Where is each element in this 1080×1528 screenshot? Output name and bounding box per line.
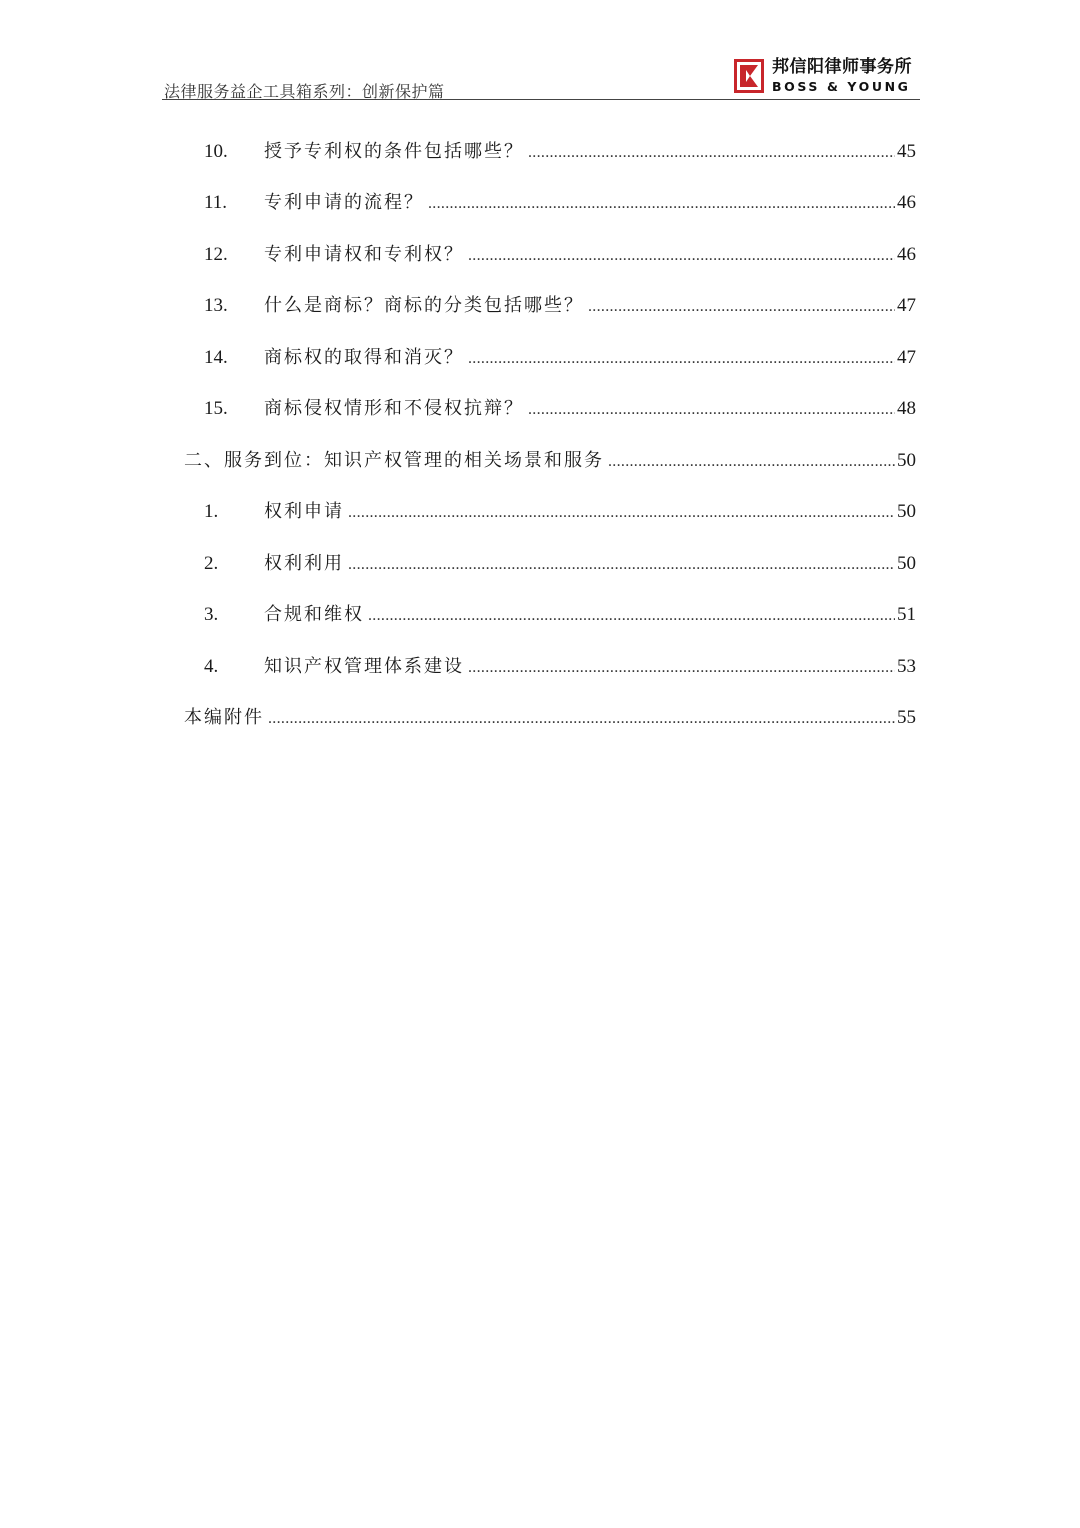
- toc-leader-dots: [268, 705, 895, 733]
- toc-section-entry[interactable]: [184, 704, 916, 732]
- toc-section-entry[interactable]: [184, 447, 916, 475]
- toc-entry-number: 1.: [204, 501, 219, 522]
- toc-entry-page: 45: [897, 141, 916, 162]
- toc-entry[interactable]: [204, 550, 916, 578]
- toc-entry-page: 50: [897, 450, 916, 471]
- toc-entry-page: 53: [897, 656, 916, 677]
- toc-entry-page: 48: [897, 398, 916, 419]
- toc-entry-page: 55: [897, 707, 916, 728]
- toc-entry-title: 授予专利权的条件包括哪些？: [264, 141, 524, 162]
- toc-entry[interactable]: [204, 344, 916, 372]
- toc-leader-dots: [588, 293, 895, 321]
- toc-entry-title: 知识产权管理体系建设: [264, 656, 464, 677]
- toc-leader-dots: [468, 242, 895, 270]
- toc-leader-dots: [468, 345, 895, 373]
- toc-entry-page: 47: [897, 295, 916, 316]
- toc-entry-number: 12.: [204, 244, 228, 265]
- header-divider: [162, 99, 920, 100]
- toc-entry-title: 权利利用: [264, 553, 344, 574]
- toc-entry[interactable]: [204, 292, 916, 320]
- toc-entry-title: 专利申请的流程？: [264, 192, 424, 213]
- toc-leader-dots: [348, 551, 895, 579]
- header-title: 法律服务益企工具箱系列：创新保护篇: [164, 82, 445, 101]
- toc-entry-title: 二、服务到位：知识产权管理的相关场景和服务: [184, 450, 604, 471]
- toc-entry-number: 10.: [204, 141, 228, 162]
- toc-entry-page: 51: [897, 604, 916, 625]
- toc-leader-dots: [428, 190, 895, 218]
- toc-entry-title: 商标侵权情形和不侵权抗辩？: [264, 398, 524, 419]
- toc-entry-title: 本编附件: [184, 707, 264, 728]
- toc-entry-page: 47: [897, 347, 916, 368]
- firm-name-en: BOSS & YOUNG: [772, 79, 911, 94]
- toc-entry-number: 15.: [204, 398, 228, 419]
- toc-entry-number: 13.: [204, 295, 228, 316]
- toc-leader-dots: [528, 139, 895, 167]
- toc-entry[interactable]: [204, 241, 916, 269]
- toc-entry[interactable]: [204, 138, 916, 166]
- toc-entry-number: 14.: [204, 347, 228, 368]
- toc-leader-dots: [468, 654, 895, 682]
- toc-entry-title: 什么是商标？商标的分类包括哪些？: [264, 295, 584, 316]
- toc-entry-title: 专利申请权和专利权？: [264, 244, 464, 265]
- toc-entry-number: 4.: [204, 656, 219, 677]
- toc-entry-page: 50: [897, 553, 916, 574]
- toc-leader-dots: [528, 396, 895, 424]
- toc-leader-dots: [368, 602, 895, 630]
- toc-entry-page: 46: [897, 244, 916, 265]
- toc-entry-page: 50: [897, 501, 916, 522]
- toc-entry[interactable]: [204, 653, 916, 681]
- toc-entry[interactable]: [204, 189, 916, 217]
- toc-entry[interactable]: [204, 395, 916, 423]
- toc-leader-dots: [348, 499, 895, 527]
- toc-entry[interactable]: [204, 601, 916, 629]
- firm-logo-icon: [734, 59, 764, 93]
- toc-entry-number: 2.: [204, 553, 219, 574]
- toc-entry-number: 3.: [204, 604, 219, 625]
- toc-entry-title: 合规和维权: [264, 604, 364, 625]
- toc-entry-number: 11.: [204, 192, 228, 213]
- toc-entry-title: 权利申请: [264, 501, 344, 522]
- toc-leader-dots: [608, 448, 895, 476]
- page-header: [162, 55, 920, 101]
- firm-name-cn: 邦信阳律师事务所: [772, 57, 912, 77]
- toc-entry-title: 商标权的取得和消灭？: [264, 347, 464, 368]
- toc-entry[interactable]: [204, 498, 916, 526]
- toc-entry-page: 46: [897, 192, 916, 213]
- firm-logo: [734, 57, 912, 95]
